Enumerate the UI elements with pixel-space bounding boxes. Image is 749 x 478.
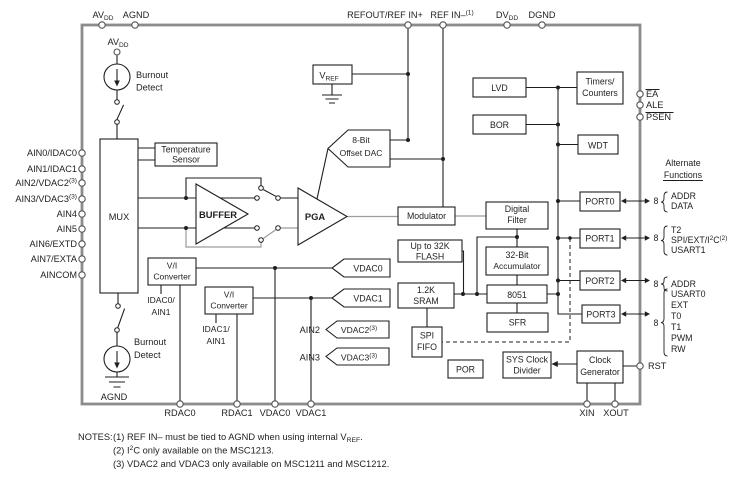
note-1: (1) REF IN– must be tied to AGND when using internal $V_{REF}$.: [113, 432, 363, 444]
digital-filter-label1: Digital: [504, 204, 530, 214]
pin-label-dvdd: $DV_{DD}$: [495, 10, 519, 22]
vref-label: $V_{REF}$: [319, 70, 339, 83]
pin-label-ain5: AIN5: [56, 224, 77, 234]
pin-label-ain3: AIN3/VDAC3$^{(3)}$: [15, 193, 77, 204]
port3-brace: [661, 289, 668, 356]
pin-label-xout: XOUT: [603, 408, 629, 418]
port2-alt1: ADDR: [671, 279, 696, 289]
port0-brace: [661, 192, 668, 212]
pin-label-agnd: AGND: [122, 10, 150, 20]
accumulator-label2: Accumulator: [493, 261, 541, 271]
wdt-label: WDT: [587, 140, 609, 151]
port0-alt1: ADDR: [671, 191, 696, 201]
avdd-tap-label: $AV_{DD}$: [107, 37, 129, 49]
port2-label: PORT2: [585, 276, 615, 286]
alt-functions-header2: Functions: [663, 170, 703, 180]
burnout-bottom-label1: Burnout: [134, 337, 167, 347]
offset-dac-label2: Offset DAC: [339, 148, 383, 158]
idac0-label1: IDAC0/: [147, 295, 175, 305]
vi-converter2-label1: V/I: [223, 289, 235, 300]
burnout-top-label1: Burnout: [136, 70, 169, 80]
notes-heading: NOTES:: [78, 432, 113, 442]
clock-generator-label2: Generator: [580, 367, 620, 377]
pin-label-ain0: AIN0/IDAC0: [26, 148, 77, 158]
flash-label1: Up to 32K: [410, 241, 450, 251]
bor-label: BOR: [489, 120, 510, 130]
idac0-label2: AIN1: [151, 307, 171, 317]
temperature-sensor-label2: Sensor: [172, 154, 200, 165]
cpu-8051-label: 8051: [507, 290, 527, 300]
pin-label-aincom: AINCOM: [40, 270, 77, 280]
offset-dac-label1: 8-Bit: [352, 135, 370, 145]
sys-clock-divider-label2: Divider: [513, 365, 541, 376]
ain3-tag-label: AIN3: [299, 352, 320, 363]
vdac0-tag-label: VDAC0: [353, 263, 383, 274]
port3-alt1: USART0: [671, 289, 706, 299]
pin-label-ain6: AIN6/EXTD: [29, 239, 77, 249]
port3-alt2: EXT: [671, 300, 689, 310]
modulator-label: Modulator: [406, 211, 447, 221]
port3-alt3: T0: [671, 311, 682, 321]
port1-label: PORT1: [585, 233, 615, 244]
vdac2-tag-label: VDAC2$^{(3)}$: [340, 325, 378, 335]
chip-border: [82, 25, 640, 404]
vi-converter2-label2: Converter: [210, 300, 248, 311]
pin-label-rdac1: RDAC1: [221, 408, 253, 418]
port1-alt1: T2: [671, 225, 682, 235]
alt-functions-header1: Alternate: [665, 158, 701, 168]
spi-fifo-label2: FIFO: [416, 342, 438, 352]
port3-alt4: T1: [671, 322, 682, 332]
pin-label-ain2: AIN2/VDAC2$^{(3)}$: [15, 177, 77, 188]
pin-label-ale: ALE: [646, 100, 664, 110]
port1-alt3: USART1: [671, 245, 706, 255]
pin-label-refin-minus: REF IN–$^{(1)}$: [430, 9, 474, 20]
port2-width: 8: [653, 279, 659, 289]
port1-width: 8: [653, 233, 659, 243]
idac1-label2: AIN1: [206, 336, 226, 346]
burnout-bottom-label2: Detect: [134, 350, 161, 360]
pin-label-ain7: AIN7/EXTA: [30, 254, 77, 264]
spi-fifo-label1: SPI: [419, 330, 435, 341]
pin-label-ea: EA: [646, 89, 659, 99]
timers-counters-label2: Counters: [582, 88, 618, 98]
pin-label-vdac1: VDAC1: [295, 408, 327, 418]
pin-label-dgnd: DGND: [528, 10, 556, 20]
port0-alt2: DATA: [671, 201, 694, 211]
timers-counters-label1: Timers/: [585, 76, 615, 87]
port0-label: PORT0: [585, 196, 615, 207]
buffer-label: BUFFER: [198, 209, 238, 220]
port1-brace: [661, 226, 668, 255]
port0-width: 8: [653, 196, 659, 206]
sfr-label: SFR: [508, 317, 527, 328]
accumulator-label1: 32-Bit: [505, 250, 529, 260]
pin-label-rst: RST: [648, 361, 667, 371]
pga-label: PGA: [304, 211, 326, 222]
port3-width: 8: [653, 318, 659, 328]
pin-label-xin: XIN: [579, 408, 595, 418]
port3-alt5: PWM: [671, 333, 693, 343]
clock-generator-label1: Clock: [589, 355, 611, 365]
note-3: (3) VDAC2 and VDAC3 only available on MSC1211 and MSC1212.: [113, 459, 390, 469]
sram-label2: SRAM: [413, 296, 439, 306]
vdac3-tag-label: VDAC3$^{(3)}$: [340, 352, 378, 363]
pin-label-ain1: AIN1/IDAC1: [26, 164, 77, 174]
vdac1-tag-label: VDAC1: [353, 293, 383, 304]
temperature-sensor-label1: Temperature: [161, 144, 211, 155]
ain2-tag-label: AIN2: [299, 325, 320, 335]
vi-converter1-label1: V/I: [166, 260, 178, 271]
lvd-label: LVD: [491, 83, 508, 93]
pin-label-rdac0: RDAC0: [164, 408, 196, 418]
sys-clock-divider-label1: SYS Clock: [505, 354, 549, 365]
pin-label-ain4: AIN4: [56, 209, 77, 219]
pin-label-psen: PSEN: [646, 112, 672, 122]
pin-label-vdac0: VDAC0: [259, 408, 291, 418]
idac1-label1: IDAC1/: [202, 324, 230, 334]
flash-label2: FLASH: [415, 251, 445, 262]
note-2: (2) $I^2C$ only available on the MSC1213.: [113, 445, 274, 456]
port1-alt2: SPI/$EXT/I^2C^{(2)}$: [671, 235, 728, 245]
sram-label1: 1.2K: [416, 285, 436, 295]
pin-label-avdd: $AV_{DD}$: [92, 10, 114, 22]
pin-label-refout: REFOUT/REF IN+: [347, 10, 423, 20]
por-label: POR: [455, 364, 476, 375]
burnout-top-label2: Detect: [136, 82, 163, 93]
vi-converter1-label2: Converter: [153, 271, 191, 282]
mux-label: MUX: [108, 212, 130, 222]
port3-alt6: RW: [671, 344, 686, 354]
agnd-bottom-label: AGND: [100, 392, 128, 402]
digital-filter-label2: Filter: [507, 215, 527, 225]
port3-label: PORT3: [586, 309, 616, 320]
